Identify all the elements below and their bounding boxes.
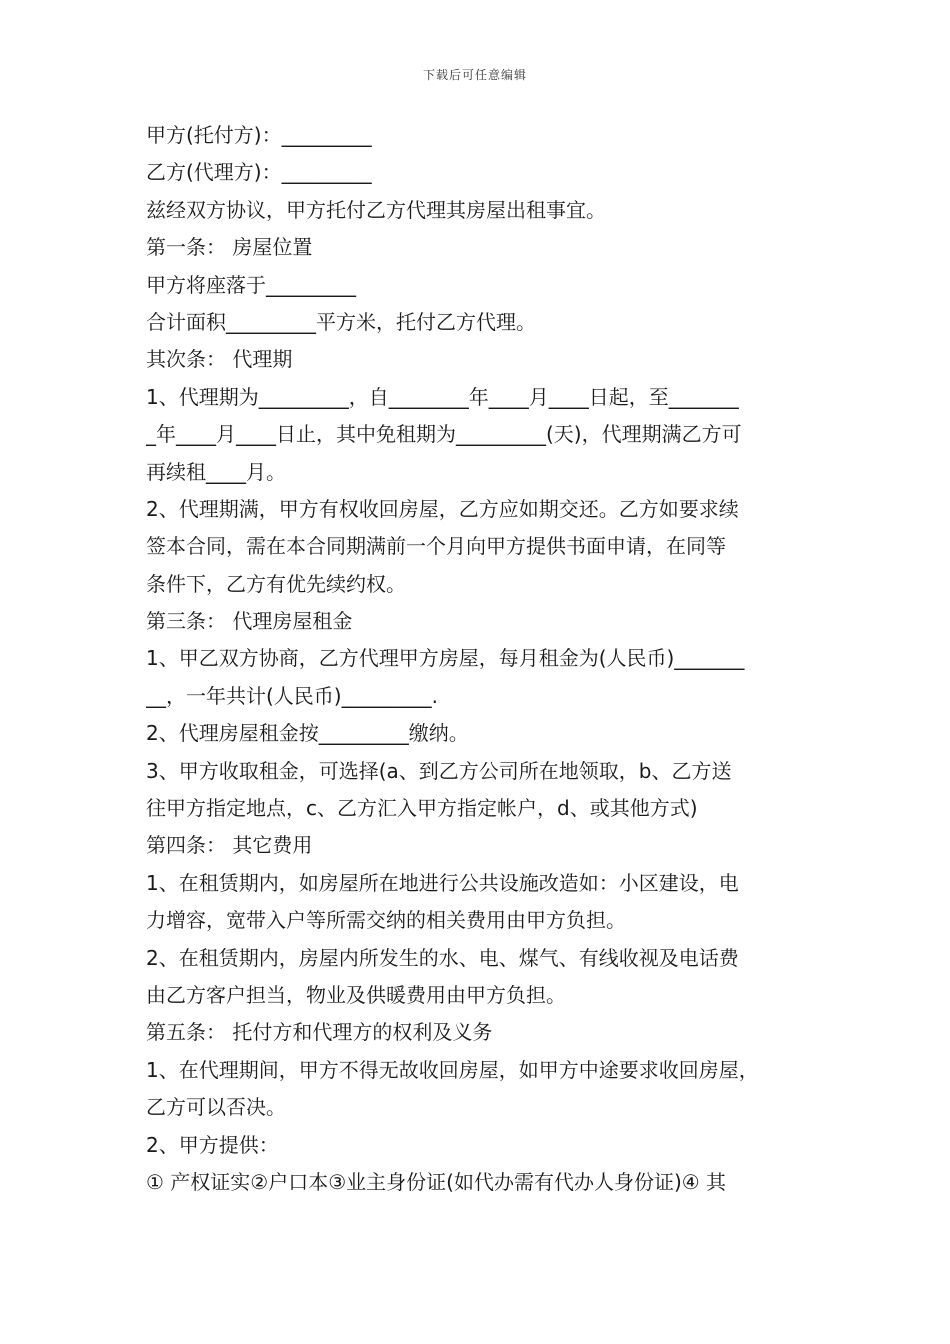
paragraph-line: 力增容，宽带入户等所需交纳的相关费用由甲方负担。 [146, 908, 626, 933]
paragraph-line: 合计面积_________平方米，托付乙方代理。 [146, 309, 536, 334]
paragraph-line: 乙方可以否决。 [146, 1095, 286, 1120]
article-3-heading: 第三条： 代理房屋租金 [146, 609, 353, 634]
article-5-heading: 第五条： 托付方和代理方的权利及义务 [146, 1020, 493, 1045]
article-4-heading: 第四条： 其它费用 [146, 833, 313, 858]
paragraph-line: 2、代理房屋租金按_________缴纳。 [146, 721, 469, 746]
document-body [146, 117, 808, 1201]
page-header-note: 下载后可任意编辑 [422, 68, 527, 82]
paragraph-line: 往甲方指定地点，c、乙方汇入甲方指定帐户，d、或其他方式) [146, 796, 698, 821]
article-1-heading: 第一条： 房屋位置 [146, 235, 313, 260]
paragraph-line: __，一年共计(人民币)_________. [146, 683, 438, 708]
party-b-line: 乙方(代理方)：_________ [146, 160, 372, 185]
paragraph-line: 1、甲乙双方协商，乙方代理甲方房屋，每月租金为(人民币)_______ [146, 646, 745, 671]
paragraph-line: 1、在代理期间，甲方不得无故收回房屋，如甲方中途要求收回房屋， [146, 1057, 759, 1082]
paragraph-line: 由乙方客户担当，物业及供暖费用由甲方负担。 [146, 982, 566, 1007]
paragraph-line: 3、甲方收取租金，可选择(a、到乙方公司所在地领取，b、乙方送 [146, 758, 732, 783]
paragraph-line: 甲方将座落于_________ [146, 272, 356, 297]
paragraph-line: 条件下，乙方有优先续约权。 [146, 571, 406, 596]
paragraph-line: 1、代理期为_________，自________年____月____日起，至_______ [146, 384, 739, 409]
paragraph-line: 1、在租赁期内，如房屋所在地进行公共设施改造如：小区建设，电 [146, 870, 739, 895]
agreement-intro: 兹经双方协议，甲方托付乙方代理其房屋出租事宜。 [146, 197, 606, 222]
paragraph-line: _年____月____日止，其中免租期为_________(天)，代理期满乙方可 [146, 422, 742, 447]
paragraph-line: 签本合同，需在本合同期满前一个月向甲方提供书面申请，在同等 [146, 534, 726, 559]
party-a-line: 甲方(托付方)：_________ [146, 123, 372, 147]
paragraph-line: 2、代理期满，甲方有权收回房屋，乙方应如期交还。乙方如要求续 [146, 496, 739, 521]
paragraph-line: ① 产权证实②户口本③业主身份证(如代办需有代办人身份证)④ 其 [146, 1169, 727, 1194]
paragraph-line: 再续租____月。 [146, 459, 286, 484]
paragraph-line: 2、甲方提供： [146, 1132, 279, 1157]
article-2-heading: 其次条： 代理期 [146, 347, 293, 372]
paragraph-line: 2、在租赁期内，房屋内所发生的水、电、煤气、有线收视及电话费 [146, 945, 739, 970]
